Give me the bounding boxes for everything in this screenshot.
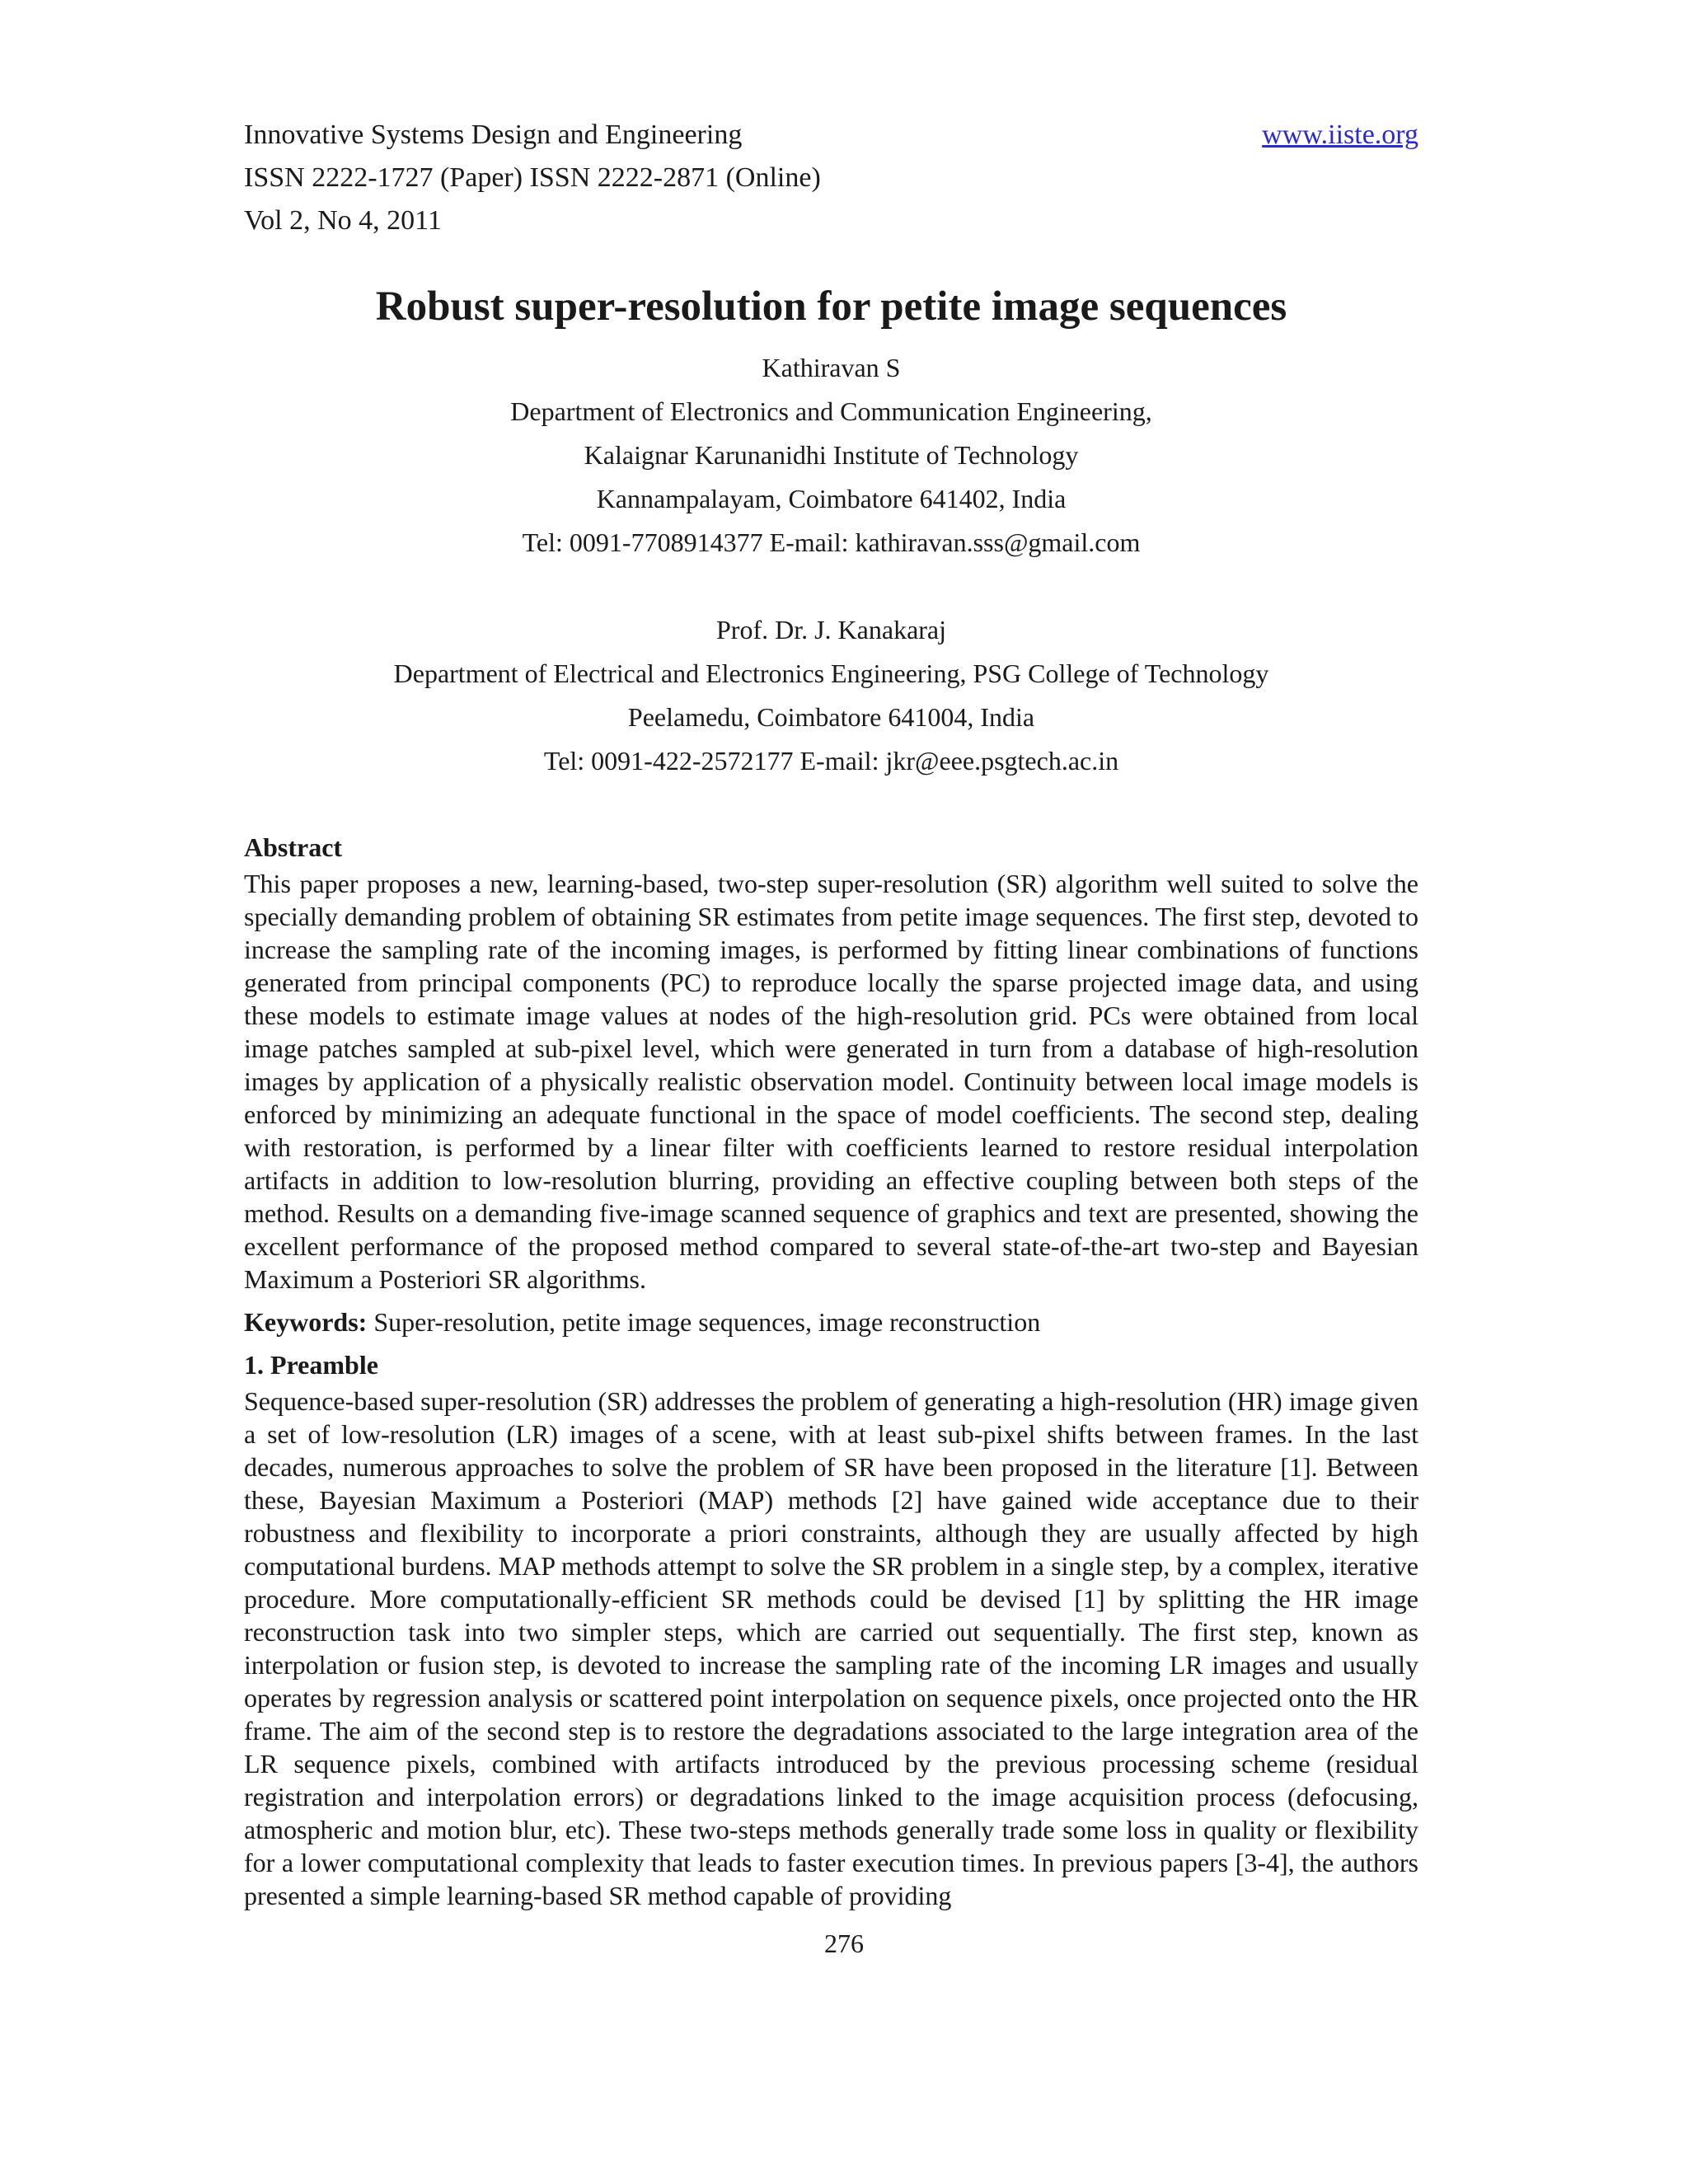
author2-contact: Tel: 0091-422-2572177 E-mail: jkr@eee.psgtech.ac.in: [543, 746, 1119, 776]
paper-page: [244, 114, 1418, 1912]
author-block: [244, 346, 1418, 783]
author1-address: Kannampalayam, Coimbatore 641402, India: [596, 484, 1067, 513]
page-number: 276: [824, 1929, 864, 1958]
author1-contact: Tel: 0091-7708914377 E-mail: kathiravan.sss@gmail.com: [522, 527, 1141, 557]
volume-line: Vol 2, No 4, 2011: [244, 205, 442, 236]
author2-department: Department of Electrical and Electronics Engineering, PSG College of Technology: [393, 658, 1269, 688]
author1-department: Department of Electronics and Communication Engineering,: [510, 396, 1152, 426]
author2-name: Prof. Dr. J. Kanakaraj: [715, 615, 947, 644]
abstract-heading: Abstract: [244, 832, 343, 862]
keywords-text: Super-resolution, petite image sequences, image reconstruction: [367, 1307, 1041, 1337]
issn-line: ISSN 2222-1727 (Paper) ISSN 2222-2871 (Online): [244, 162, 821, 193]
preamble-heading: 1. Preamble: [244, 1350, 378, 1380]
preamble-text: Sequence-based super-resolution (SR) addresses the problem of generating a high-resolution (HR) image given a set of low-resolution (LR) images of a scene, with at least sub-pixel shifts between frames. In the last decades, numerous approaches to solve the problem of SR have been proposed in the literature [1]. Between these, Bayesian Maximum a Posteriori (MAP) methods [2] have gained wide acceptance due to their robustness and flexibility to incorporate a priori constraints, although they are usually affected by high computational burdens. MAP methods attempt to solve the SR problem in a single step, by a complex, iterative procedure. More computationally-efficient SR methods could be devised [1] by splitting the HR image reconstruction task into two simpler steps, which are carried out sequentially. The first step, known as interpolation or fusion step, is devoted to increase the sampling rate of the incoming LR images and usually operates by regression analysis or scattered point interpolation on sequence pixels, once projected onto the HR frame. The aim of the second step is to restore the degradations associated to the large integration area of the LR sequence pixels, combined with artifacts introduced by the previous processing scheme (residual registration and interpolation errors) or degradations linked to the image acquisition process (defocusing, atmospheric and motion blur, etc). These two-steps methods generally trade some loss in quality or flexibility for a lower computational complexity that leads to faster execution times. In previous papers [3-4], the authors presented a simple learning-based SR method capable of providing: [244, 1386, 1418, 1910]
author2-address: Peelamedu, Coimbatore 641004, India: [627, 702, 1035, 732]
paper-title: Robust super-resolution for petite image sequences: [375, 284, 1287, 330]
author-spacer: [244, 565, 1418, 608]
keywords-line: [244, 1305, 1418, 1338]
journal-website-link[interactable]: www.iiste.org: [1262, 120, 1418, 150]
abstract-text: This paper proposes a new, learning-based, two-step super-resolution (SR) algorithm well suited to solve the specially demanding problem of obtaining SR estimates from petite image sequences. The first step, devoted to increase the sampling rate of the incoming images, is performed by fitting linear combinations of functions generated from principal components (PC) to reproduce locally the sparse projected image data, and using these models to estimate image values at nodes of the high-resolution grid. PCs were obtained from local image patches sampled at sub-pixel level, which were generated in turn from a database of high-resolution images by application of a physically realistic observation model. Continuity between local image models is enforced by minimizing an adequate functional in the space of model coefficients. The second step, dealing with restoration, is performed by a linear filter with coefficients learned to restore residual interpolation artifacts in addition to low-resolution blurring, providing an effective coupling between both steps of the method. Results on a demanding five-image scanned sequence of graphics and text are presented, showing the excellent performance of the proposed method compared to several state-of-the-art two-step and Bayesian Maximum a Posteriori SR algorithms.: [244, 869, 1418, 1294]
author1-institute: Kalaignar Karunanidhi Institute of Technology: [584, 440, 1079, 470]
journal-name: Innovative Systems Design and Engineering: [244, 120, 743, 150]
author1-name: Kathiravan S: [762, 353, 901, 382]
journal-header-row: [244, 114, 1418, 157]
keywords-label: Keywords:: [244, 1307, 368, 1337]
